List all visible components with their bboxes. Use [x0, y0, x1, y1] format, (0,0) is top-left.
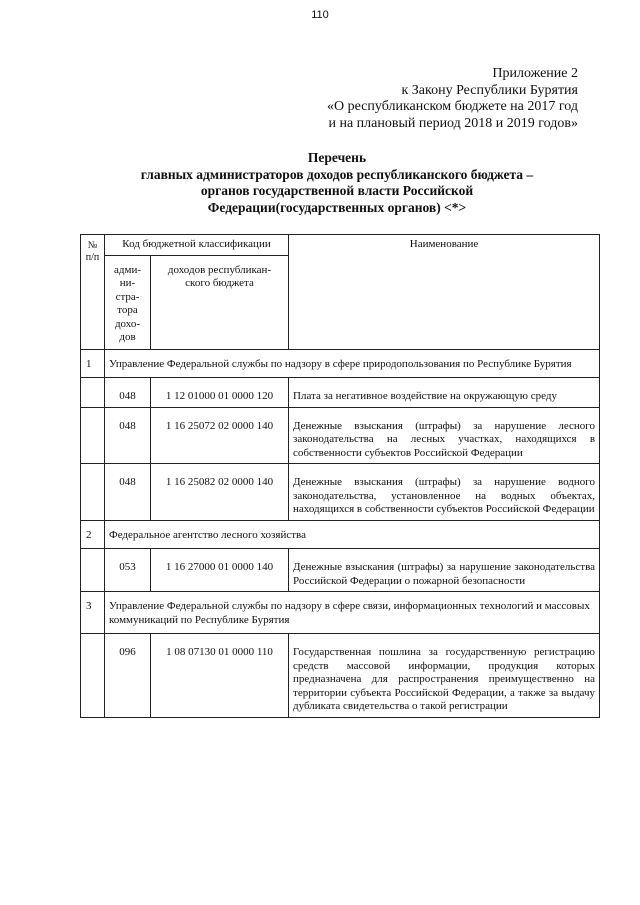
appendix-line: Приложение 2: [492, 66, 578, 81]
header-num-abbr: п/п: [85, 252, 100, 263]
income-name: Денежные взыскания (штрафы) за нарушение водного законодательства, установленное на водных объектах, находящихся в собственности субъектов Российской Федерации: [289, 464, 600, 521]
appendix-line: к Закону Республики Бурятия: [401, 82, 578, 98]
income-name: Денежные взыскания (штрафы) за нарушение законодательства Российской Федерации о пожарной безопасности: [289, 549, 600, 592]
header-income: [151, 255, 289, 349]
header-adm-line: дохо-: [114, 317, 141, 330]
table-row: [81, 464, 600, 521]
empty-num-cell: [81, 378, 105, 408]
administrator-code: 048: [105, 464, 151, 521]
income-name: Денежные взыскания (штрафы) за нарушение лесного законодательства на лесных участках, находящихся в собственности субъектов Российской Федерации: [289, 407, 600, 464]
income-code: 1 16 25082 02 0000 140: [151, 464, 289, 521]
administrator-code: 048: [105, 378, 151, 408]
section-organization: Управление Федеральной службы по надзору в сфере связи, информационных технологий и массовых коммуникаций по Республике Бурятия: [105, 592, 600, 634]
appendix-line: «О республиканском бюджете на 2017 год: [327, 99, 578, 114]
table-row: [81, 378, 600, 408]
section-row: [81, 349, 600, 378]
header-income-line: ского бюджета: [185, 277, 254, 289]
administrator-code: 048: [105, 407, 151, 464]
table-row: [81, 407, 600, 464]
header-adm-line: тора: [117, 304, 138, 316]
income-code: 1 16 25072 02 0000 140: [151, 407, 289, 464]
section-number: 1: [81, 349, 105, 378]
header-name: Наименование: [289, 235, 600, 350]
administrator-code: 096: [105, 634, 151, 718]
title-line: органов государственной власти Российской: [200, 183, 474, 198]
document-title: [80, 150, 594, 216]
table-row: [81, 634, 600, 718]
administrators-table: [80, 234, 600, 718]
title-line: Федерации(государственных органов) <*>: [207, 199, 467, 215]
income-name: Государственная пошлина за государственную регистрацию средств массовой информации, продукция которых предназначена для распространения преимущественно на территории субъекта Российской Федерации, а также за выдачу дубликата свидетельства о такой регистрации: [289, 634, 600, 718]
empty-num-cell: [81, 634, 105, 718]
header-adm-line: дов: [119, 331, 136, 343]
administrator-code: 053: [105, 549, 151, 592]
section-number: 2: [81, 520, 105, 549]
empty-num-cell: [81, 407, 105, 464]
title-line: главных администраторов доходов республиканского бюджета –: [140, 166, 534, 182]
header-adm-line: стра-: [115, 290, 140, 303]
empty-num-cell: [81, 464, 105, 521]
header-adm-line: ни-: [119, 277, 136, 289]
section-number: 3: [81, 592, 105, 634]
income-code: 1 08 07130 01 0000 110: [151, 634, 289, 718]
appendix-header: [327, 66, 578, 132]
header-adm-line: адми-: [114, 263, 141, 276]
income-code: 1 12 01000 01 0000 120: [151, 378, 289, 408]
section-row: [81, 520, 600, 549]
title-line: Перечень: [307, 150, 367, 165]
section-row: [81, 592, 600, 634]
header-income-line: доходов республикан-: [167, 263, 272, 276]
empty-num-cell: [81, 549, 105, 592]
income-code: 1 16 27000 01 0000 140: [151, 549, 289, 592]
income-name: Плата за негативное воздействие на окружающую среду: [289, 378, 600, 408]
header-num-symbol: №: [87, 240, 98, 251]
appendix-line: и на плановый период 2018 и 2019 годов»: [328, 115, 578, 131]
header-num-cell: [81, 235, 105, 350]
header-administrator: [105, 255, 151, 349]
table-header-row: [81, 235, 600, 256]
page-number: 110: [311, 9, 329, 21]
table-row: [81, 549, 600, 592]
header-code-group: Код бюджетной классификации: [105, 235, 289, 256]
section-organization: Управление Федеральной службы по надзору в сфере природопользования по Республике Бурятия: [105, 349, 600, 378]
section-organization: Федеральное агентство лесного хозяйства: [105, 520, 600, 549]
